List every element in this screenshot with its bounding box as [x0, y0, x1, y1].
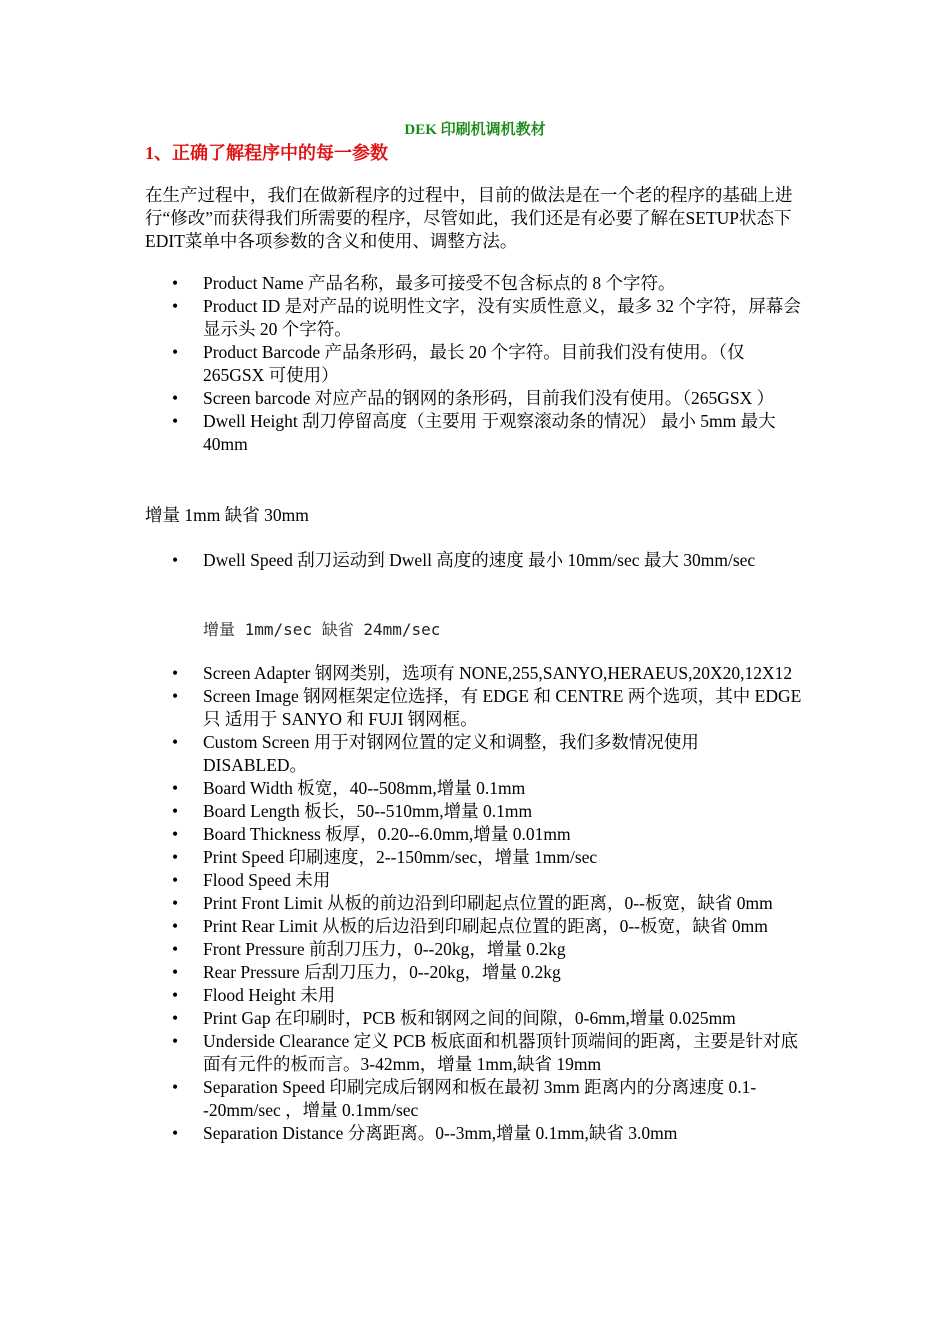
bullet-icon: •	[172, 962, 179, 982]
list-item	[172, 1030, 802, 1076]
bullet-icon: •	[172, 388, 179, 408]
bullet-icon: •	[172, 893, 179, 913]
list-item-text: Underside Clearance 定义 PCB 板底面和机器顶针顶端间的距离，主要是针对底面有元件的板而言。3-42mm，增量 1mm,缺省 19mm	[203, 1031, 798, 1074]
list-item-text: Custom Screen 用于对钢网位置的定义和调整，我们多数情况使用 DISABLED。	[203, 732, 699, 775]
list-item	[172, 272, 802, 295]
document-title: DEK 印刷机调机教材	[404, 122, 546, 138]
bullet-icon: •	[172, 1031, 179, 1051]
list-item-text: Board Width 板宽，40--508mm,增量 0.1mm	[203, 778, 526, 798]
bullet-icon: •	[172, 342, 179, 362]
list-item-text: Print Gap 在印刷时，PCB 板和钢网之间的间隙，0-6mm,增量 0.025mm	[203, 1008, 736, 1028]
list-item-text: Board Thickness 板厚，0.20--6.0mm,增量 0.01mm	[203, 824, 571, 844]
dwell-speed-increment: 增量 1mm/sec 缺省 24mm/sec	[203, 620, 441, 639]
list-item-text: Separation Distance 分离距离。0--3mm,增量 0.1mm,缺省 3.0mm	[203, 1123, 678, 1143]
list-item-text: Dwell Speed 刮刀运动到 Dwell 高度的速度 最小 10mm/sec 最大 30mm/sec	[203, 550, 756, 570]
list-item-text: Screen barcode 对应产品的钢网的条形码，目前我们没有使用。（265GSX ）	[203, 388, 775, 408]
bullet-icon: •	[172, 916, 179, 936]
list-item	[172, 685, 802, 731]
parameter-list-1	[172, 272, 802, 456]
list-item-text: Product Barcode 产品条形码，最长 20 个字符。目前我们没有使用。（仅 265GSX 可使用）	[203, 342, 745, 385]
list-item-text: Flood Speed 未用	[203, 870, 331, 890]
list-item	[172, 984, 802, 1007]
bullet-icon: •	[172, 686, 179, 706]
list-item-text: Rear Pressure 后刮刀压力，0--20kg，增量 0.2kg	[203, 962, 561, 982]
list-item	[172, 1122, 802, 1145]
list-item	[172, 387, 802, 410]
bullet-icon: •	[172, 550, 179, 570]
parameter-list-2	[172, 549, 802, 572]
list-item	[172, 961, 802, 984]
bullet-icon: •	[172, 939, 179, 959]
list-item-text: Print Rear Limit 从板的后边沿到印刷起点位置的距离，0--板宽，缺省 0mm	[203, 916, 768, 936]
list-item	[172, 1076, 802, 1122]
list-item-text: Flood Height 未用	[203, 985, 336, 1005]
list-item	[172, 915, 802, 938]
list-item	[172, 777, 802, 800]
list-item	[172, 1007, 802, 1030]
list-item	[172, 892, 802, 915]
bullet-icon: •	[172, 1077, 179, 1097]
list-item-text: Front Pressure 前刮刀压力，0--20kg，增量 0.2kg	[203, 939, 566, 959]
list-item	[172, 869, 802, 892]
bullet-icon: •	[172, 870, 179, 890]
list-item	[172, 662, 802, 685]
list-item-text: Screen Image 钢网框架定位选择，有 EDGE 和 CENTRE 两个选项，其中 EDGE 只 适用于 SANYO 和 FUJI 钢网框。	[203, 686, 802, 729]
bullet-icon: •	[172, 824, 179, 844]
section-heading: 1、正确了解程序中的每一参数	[145, 143, 388, 163]
bullet-icon: •	[172, 1008, 179, 1028]
list-item	[172, 341, 802, 387]
bullet-icon: •	[172, 296, 179, 316]
increment-paragraph: 增量 1mm 缺省 30mm	[145, 505, 309, 525]
list-item-text: Screen Adapter 钢网类别，选项有 NONE,255,SANYO,HERAEUS,20X20,12X12	[203, 663, 793, 683]
list-item-text: Board Length 板长，50--510mm,增量 0.1mm	[203, 801, 533, 821]
parameter-list-3	[172, 662, 802, 1145]
bullet-icon: •	[172, 663, 179, 683]
list-item	[172, 410, 802, 456]
bullet-icon: •	[172, 411, 179, 431]
bullet-icon: •	[172, 847, 179, 867]
bullet-icon: •	[172, 778, 179, 798]
list-item-text: Print Speed 印刷速度，2--150mm/sec，增量 1mm/sec	[203, 847, 598, 867]
list-item	[172, 295, 802, 341]
list-item-text: Product Name 产品名称，最多可接受不包含标点的 8 个字符。	[203, 273, 676, 293]
intro-paragraph: 在生产过程中，我们在做新程序的过程中，目前的做法是在一个老的程序的基础上进行“修改”而获得我们所需要的程序，尽管如此，我们还是有必要了解在SETUP状态下EDIT菜单中各项参数的含义和使用、调整方法。	[145, 185, 793, 251]
list-item-text: Dwell Height 刮刀停留高度（主要用 于观察滚动条的情况） 最小 5mm 最大 40mm	[203, 411, 776, 454]
list-item-text: Print Front Limit 从板的前边沿到印刷起点位置的距离，0--板宽，缺省 0mm	[203, 893, 773, 913]
list-item	[172, 823, 802, 846]
bullet-icon: •	[172, 801, 179, 821]
list-item	[172, 731, 802, 777]
list-item	[172, 549, 802, 572]
list-item	[172, 800, 802, 823]
list-item	[172, 846, 802, 869]
bullet-icon: •	[172, 273, 179, 293]
list-item-text: Separation Speed 印刷完成后钢网和板在最初 3mm 距离内的分离速度 0.1--20mm/sec ，增量 0.1mm/sec	[203, 1077, 757, 1120]
bullet-icon: •	[172, 985, 179, 1005]
list-item	[172, 938, 802, 961]
bullet-icon: •	[172, 1123, 179, 1143]
list-item-text: Product ID 是对产品的说明性文字，没有实质性意义，最多 32 个字符，屏幕会显示头 20 个字符。	[203, 296, 801, 339]
bullet-icon: •	[172, 732, 179, 752]
